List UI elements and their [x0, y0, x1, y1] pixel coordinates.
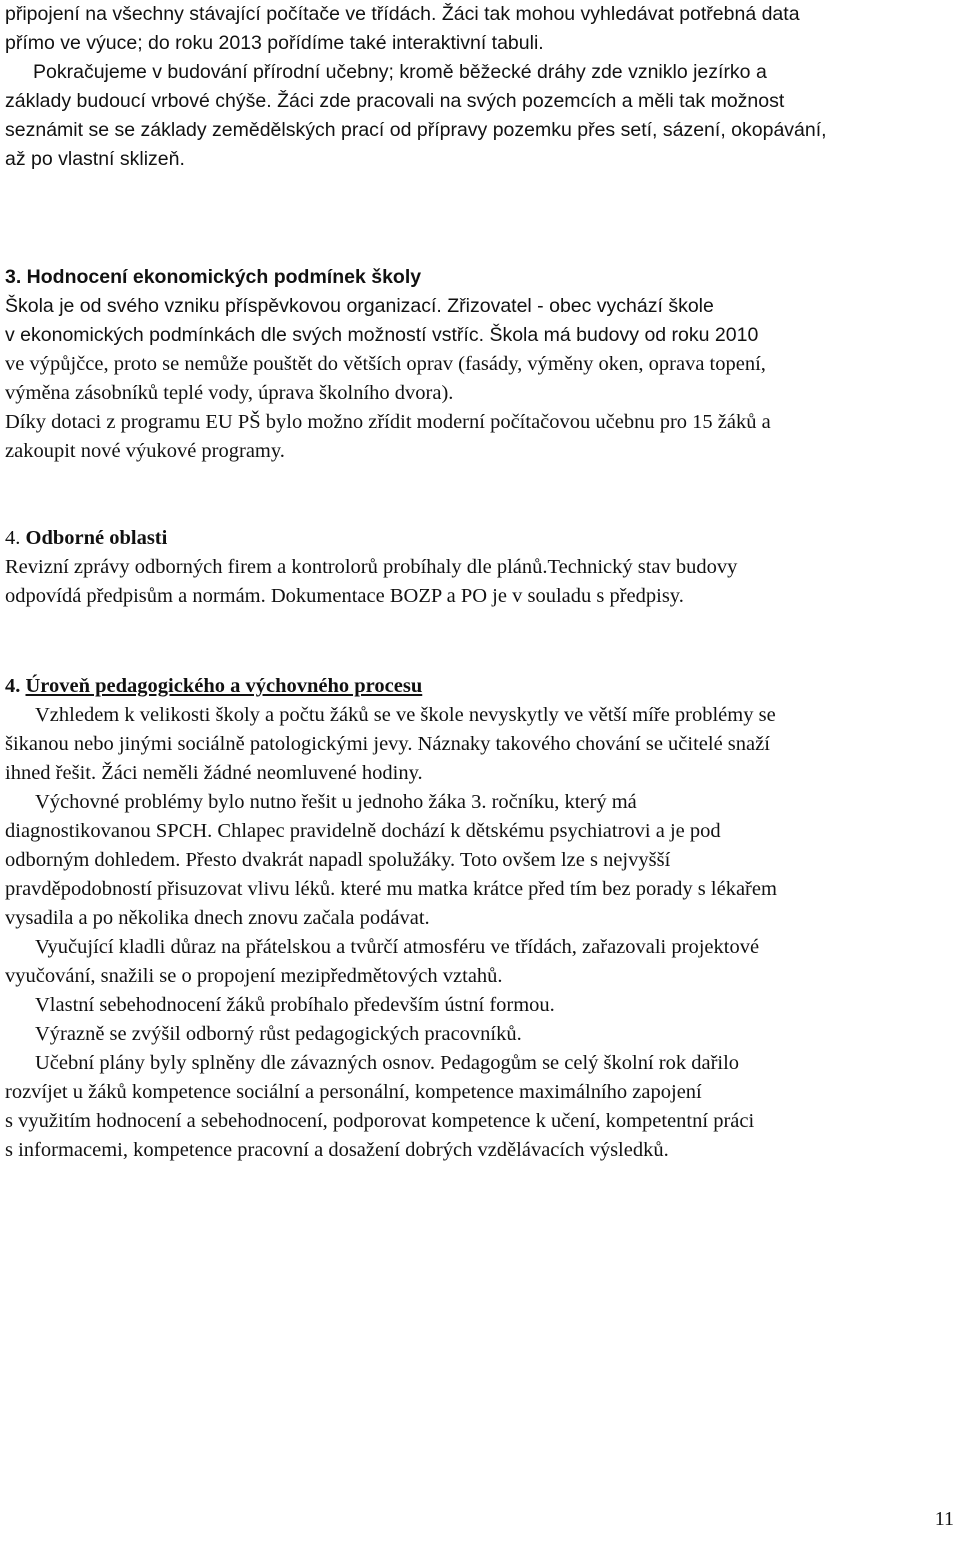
text-line: vyučování, snažili se o propojení mezipředmětových vztahů.: [5, 965, 503, 987]
text-line: Díky dotaci z programu EU PŠ bylo možno zřídit moderní počítačovou učebnu pro 15 žáků a: [5, 411, 771, 433]
text-fragment: Škola má budovy od roku 2010: [484, 324, 759, 346]
text-line: [5, 321, 771, 350]
text-line: ve výpůjčce, proto se nemůže pouštět do větších oprav (fasády, výměny oken, oprava topení,: [5, 353, 766, 375]
text-line: Výchovné problémy bylo nutno řešit u jednoho žáka 3. ročníku, který má: [35, 791, 637, 813]
text-line: výměna zásobníků teplé vody, úprava školního dvora).: [5, 382, 454, 404]
text-line: přímo ve výuce; do roku 2013 pořídíme také interaktivní tabuli.: [5, 32, 544, 54]
text-line: ihned řešit. Žáci neměli žádné neomluvené hodiny.: [5, 762, 423, 784]
text-line: Výrazně se zvýšil odborný růst pedagogických pracovníků.: [35, 1023, 522, 1045]
text-fragment: Zřizovatel - obec vychází škole: [441, 295, 714, 317]
section-heading: [5, 672, 777, 701]
text-line: Pokračujeme v budování přírodní učebny; kromě běžecké dráhy zde vzniklo jezírko a: [33, 61, 767, 83]
text-fragment: Žáci zde pracovali na svých pozemcích a měli tak možnost: [271, 90, 785, 112]
text-line: odpovídá předpisům a normám. Dokumentace BOZP a PO je v souladu s předpisy.: [5, 585, 684, 607]
text-line: s využitím hodnocení a sebehodnocení, podporovat kompetence k učení, kompetentní práci: [5, 1110, 755, 1132]
text-line: až po vlastní sklizeň.: [5, 148, 185, 170]
text-line: vysadila a po několika dnech znovu začala podávat.: [5, 907, 430, 929]
intro-paragraph: [5, 0, 827, 174]
section-number: 4.: [5, 527, 26, 549]
text-fragment: v ekonomických podmínkách dle svých možností vstříc.: [5, 324, 485, 346]
text-line: odborným dohledem. Přesto dvakrát napadl spolužáky. Toto ovšem lze s nejvyšší: [5, 849, 671, 871]
section-title: Odborné oblasti: [25, 527, 168, 549]
text-line: [5, 292, 771, 321]
text-line: diagnostikovanou SPCH. Chlapec pravidelně dochází k dětskému psychiatrovi a je pod: [5, 820, 721, 842]
text-line: Učební plány byly splněny dle závazných osnov. Pedagogům se celý školní rok dařilo: [35, 1052, 740, 1074]
section-title: Úroveň pedagogického a výchovného procesu: [25, 675, 423, 697]
text-line: rozvíjet u žáků kompetence sociální a personální, kompetence maximálního zapojení: [5, 1081, 702, 1103]
text-line: připojení na všechny stávající počítače ve třídách. Žáci tak mohou vyhledávat potřebná data: [5, 3, 800, 25]
text-fragment: základy budoucí vrbové chýše.: [5, 90, 272, 112]
text-line: pravděpodobností přisuzovat vlivu léků. které mu matka krátce před tím bez porady s lékařem: [5, 878, 777, 900]
section-pedagogical-process: [5, 672, 777, 1165]
text-line: s informacemi, kompetence pracovní a dosažení dobrých vzdělávacích výsledků.: [5, 1139, 669, 1161]
text-line: [5, 87, 827, 116]
text-fragment: Škola je od svého vzniku příspěvkovou organizací.: [5, 295, 442, 317]
text-line: Vzhledem k velikosti školy a počtu žáků se ve škole nevyskytly ve větší míře problémy se: [35, 704, 776, 726]
text-line: zakoupit nové výukové programy.: [5, 440, 285, 462]
text-line: Revizní zprávy odborných firem a kontrolorů probíhaly dle plánů.Technický stav budovy: [5, 556, 738, 578]
text-line: šikanou nebo jinými sociálně patologickými jevy. Náznaky takového chování se učitelé snaží: [5, 733, 770, 755]
page-number: 11: [934, 1508, 954, 1530]
section-economic-conditions: [5, 263, 771, 466]
text-line: seznámit se se základy zemědělských prací od přípravy pozemku přes setí, sázení, okopávání,: [5, 119, 827, 141]
text-line: Vyučující kladli důraz na přátelskou a tvůrčí atmosféru ve třídách, zařazovali projektové: [35, 936, 760, 958]
section-professional-areas: [5, 524, 737, 611]
section-heading: 3. Hodnocení ekonomických podmínek školy: [5, 266, 422, 288]
section-heading: [5, 524, 737, 553]
section-number: 4.: [5, 675, 26, 697]
text-line: Vlastní sebehodnocení žáků probíhalo především ústní formou.: [35, 994, 555, 1016]
